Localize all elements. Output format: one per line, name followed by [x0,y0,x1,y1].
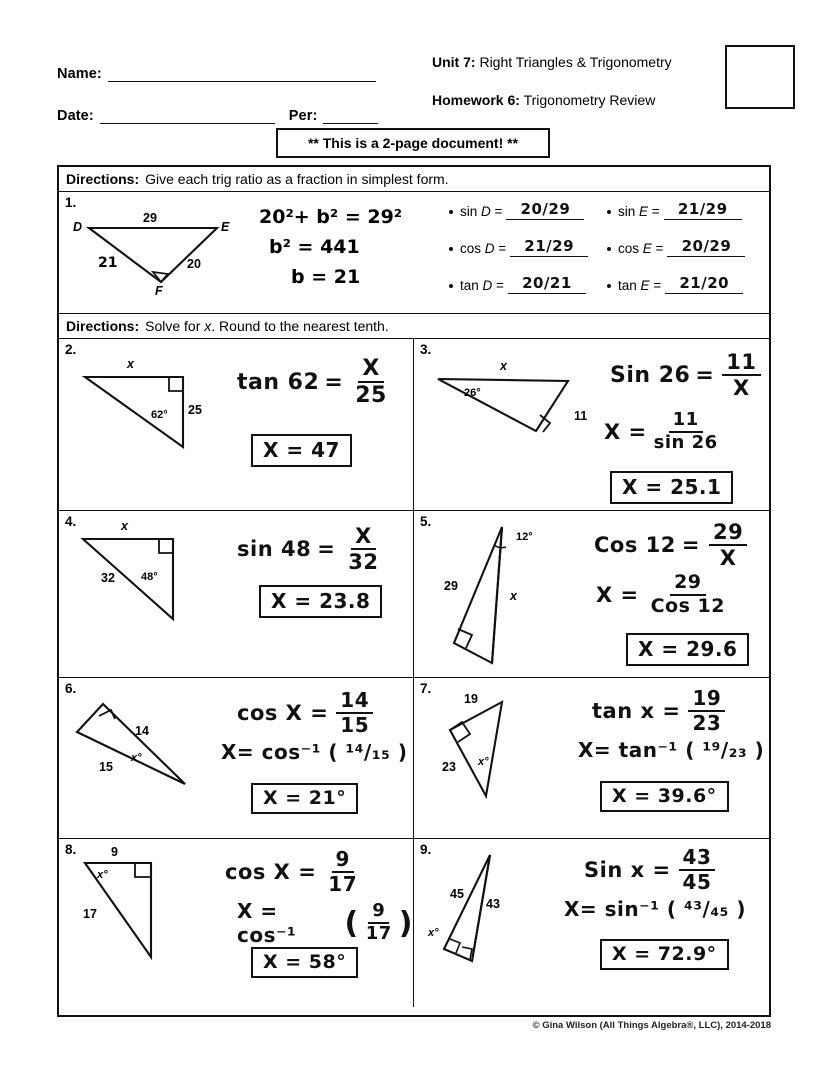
problem-number: 1. [65,195,77,210]
side-label-11: 11 [574,409,588,423]
ratio-item [449,276,609,294]
triangle-diagram-8 [73,845,213,980]
bullet-icon [449,247,453,251]
triangle-diagram-3 [428,353,608,463]
triangle-diagram-1 [69,210,249,310]
equation-fn: tan x = [592,699,681,723]
step-lhs: X = [604,419,647,444]
step-den: Cos 12 [650,594,725,617]
problem-cell-8 [59,839,414,1007]
equation-den: 17 [328,872,358,896]
directions-text-2a: Solve for [145,318,201,334]
ratio-answer-blank[interactable] [667,239,745,257]
equation-num: X [358,357,383,383]
equation-num: 9 [332,849,354,873]
side-label-EF: 20 [187,257,201,271]
triangle-svg-2 [73,353,233,458]
copyright-footer: © Gina Wilson (All Things Algebra®, LLC), 2014-2018 [532,1020,771,1031]
ratio-label: cos E = [618,241,664,256]
problem-row-8-9 [59,839,769,1007]
ratio-label: sin E = [618,204,660,219]
bullet-icon [607,210,611,214]
step-den: 17 [365,923,392,944]
ratio-label: sin D = [460,204,503,219]
work-line-2: b² = 441 [269,236,360,258]
step-num: 29 [670,573,705,596]
answer-value: X = 47 [251,434,352,467]
directions-text-1: Give each trig ratio as a fraction in simplest form. [145,171,449,187]
two-page-notice: ** This is a 2-page document! ** [276,128,550,158]
equation-7 [592,688,728,734]
work-line-1: 20²+ b² = 29² [259,206,403,228]
equation-5: Cos 12 = $\frac{29}{X}$ [594,521,750,569]
side-label-x: x [127,357,134,371]
equation-fn: cos X = [225,860,317,884]
triangle-diagram-4 [73,519,233,634]
problem-number: 2. [65,342,77,357]
angle-label-12: 12° [516,531,533,543]
ratio-item [607,239,767,257]
worksheet-header [57,52,771,124]
problem-number: 6. [65,681,77,696]
answer-8 [251,947,358,978]
problem-number: 3. [420,342,432,357]
step-7: X= tan⁻¹ ( ¹⁹/₂₃ ) [578,738,765,762]
equation-9 [584,847,718,893]
ratio-item [449,239,609,257]
answer-7 [600,781,729,812]
problem-cell-6 [59,678,414,838]
ratio-item [449,202,609,220]
equation-fn: Sin x = [584,858,671,882]
answer-6 [251,783,358,814]
directions-row-2 [59,314,769,339]
equation-fn: cos X = [237,701,329,725]
ratio-label: tan E = [618,278,662,293]
ratio-answer: 21/20 [679,274,730,292]
equation-3: Sin 26 = $\frac{11}{X}$ [610,351,764,399]
answer-value: X = 23.8 [259,585,382,618]
answer-9 [600,939,729,970]
answer-value: X = 39.6° [600,781,729,812]
vertex-label-E: E [221,220,230,234]
ratio-label: tan D = [460,278,504,293]
ratio-answer: 21/29 [677,200,728,218]
directions-label-1: Directions: [66,171,140,187]
equation-fn: Sin 26 [610,362,691,388]
problem-cell-1 [59,192,769,313]
triangle-svg-9 [428,843,578,973]
answer-5 [626,633,749,666]
equation-2: tan 62 = $\frac{X}{25}$ [237,357,394,407]
problem-row-2-3 [59,339,769,511]
side-label-x: x [510,589,517,603]
triangle-diagram-2 [73,353,233,463]
name-label: Name: [57,66,102,82]
homework-line [432,92,655,108]
date-blank-line[interactable] [100,111,275,124]
ratio-item [607,276,767,294]
step-5 [596,573,732,617]
ratio-answer-blank[interactable] [664,202,742,220]
equation-den: X [719,546,737,571]
angle-label-26: 26° [464,387,481,399]
problem-number: 9. [420,842,432,857]
problem-row-1 [59,192,769,314]
side-label-9: 9 [111,845,118,859]
side-label-25: 25 [188,403,202,417]
step-den: sin 26 [653,431,718,453]
directions-label-2: Directions: [66,318,140,334]
side-label-x: x [500,359,507,373]
date-label: Date: [57,108,94,124]
side-label-x: x [121,519,128,533]
equation-num: 19 [688,688,725,712]
directions-row-1 [59,167,769,192]
side-label-DF: 21 [98,255,118,271]
problem-cell-2 [59,339,414,510]
problem-number: 8. [65,842,77,857]
side-label-23: 23 [442,760,456,774]
equation-fn: sin 48 [237,537,312,562]
ratio-answer-blank[interactable] [508,276,586,294]
ratio-answer-blank[interactable] [506,202,584,220]
equation-num: X [351,525,376,550]
ratio-answer: 20/21 [522,274,572,292]
step-9: X= sin⁻¹ ( ⁴³/₄₅ ) [564,897,746,921]
problem-cell-4 [59,511,414,677]
problem-cell-9 [414,839,769,1007]
angle-label-x: x° [97,869,108,881]
ratio-answer: 20/29 [520,200,571,218]
angle-label-48: 48° [141,571,158,583]
ratio-answer-blank[interactable] [665,276,743,294]
answer-value: X = 72.9° [600,939,729,970]
equation-den: 32 [348,550,379,575]
unit-title: Right Triangles & Trigonometry [479,54,672,70]
problem-cell-7 [414,678,769,838]
per-label: Per: [288,108,318,124]
triangle-svg-3 [428,353,608,458]
angle-label-x: x° [478,756,489,768]
problem-number: 5. [420,514,432,529]
side-label-45: 45 [450,887,464,901]
side-label-DE: 29 [143,211,157,225]
answer-3 [610,471,733,504]
equation-fn: tan 62 [237,369,320,395]
problem-number: 7. [420,681,432,696]
equation-den: 45 [682,870,712,894]
equation-8 [225,849,364,895]
equation-4: sin 48 = $\frac{X}{32}$ [237,525,386,573]
step-num: 11 [669,411,703,433]
answer-2 [251,434,352,467]
ratio-label: cos D = [460,241,507,256]
step-num: 9 [368,902,389,924]
work-line-3: b = 21 [291,266,361,288]
equation-num: 11 [722,351,760,376]
equation-den: 23 [692,711,722,735]
directions-var: x [204,318,212,334]
vertex-label-D: D [73,220,83,234]
ratio-list-right [607,202,767,307]
answer-value: X = 29.6 [626,633,749,666]
angle-label-x: x° [131,752,142,764]
equation-den: X [733,376,750,401]
name-blank-line[interactable] [108,69,376,82]
unit-line [432,54,672,70]
ratio-item [607,202,767,220]
answer-value: X = 58° [251,947,358,978]
problem-cell-3 [414,339,769,510]
header-row-date [57,94,771,124]
ratio-answer-blank[interactable] [510,239,588,257]
score-box[interactable] [725,45,795,109]
side-label-29: 29 [444,579,458,593]
equation-num: 43 [679,847,716,871]
triangle-diagram-7 [428,686,568,811]
angle-label-62: 62° [151,409,168,421]
answer-value: X = 21° [251,783,358,814]
ratio-answer: 21/29 [524,237,575,255]
directions-text-2b: . Round to the nearest tenth. [211,318,389,334]
step-lhs: X = [596,582,639,607]
problems-table [57,165,771,1017]
step-8: X = cos⁻¹ ( $\frac{9}{17}$ ) [237,899,413,947]
side-label-32: 32 [101,571,115,585]
step-3 [604,411,725,453]
side-label-43: 43 [486,897,500,911]
problem-row-6-7 [59,678,769,839]
homework-label: Homework 6: [432,92,520,108]
equation-6 [237,690,376,736]
vertex-label-F: F [155,284,163,298]
answer-4 [259,585,382,618]
bullet-icon [449,284,453,288]
side-label-15: 15 [99,760,113,774]
equation-num: 29 [709,521,747,546]
equation-den: 15 [340,713,370,737]
step-lhs: X = cos⁻¹ [237,899,297,947]
triangle-svg-7 [428,686,568,806]
problem-number: 4. [65,514,77,529]
angle-label-x: x° [428,927,439,939]
triangle-diagram-5 [428,517,578,672]
answer-value: X = 25.1 [610,471,733,504]
per-blank-line[interactable] [323,111,378,124]
equation-num: 14 [336,690,373,714]
side-label-19: 19 [464,692,478,706]
bullet-icon [607,247,611,251]
equation-den: 25 [355,383,387,409]
triangle-diagram-9 [428,843,578,978]
bullet-icon [449,210,453,214]
equation-fn: Cos 12 [594,533,676,558]
ratio-answer: 20/29 [681,237,732,255]
problem-cell-5 [414,511,769,677]
side-label-14: 14 [135,724,149,738]
problem-row-4-5 [59,511,769,678]
ratio-list-left [449,202,609,307]
homework-title: Trigonometry Review [523,92,656,108]
unit-label: Unit 7: [432,54,476,70]
step-6: X= cos⁻¹ ( ¹⁴/₁₅ ) [221,740,408,764]
bullet-icon [607,284,611,288]
side-label-17: 17 [83,907,97,921]
